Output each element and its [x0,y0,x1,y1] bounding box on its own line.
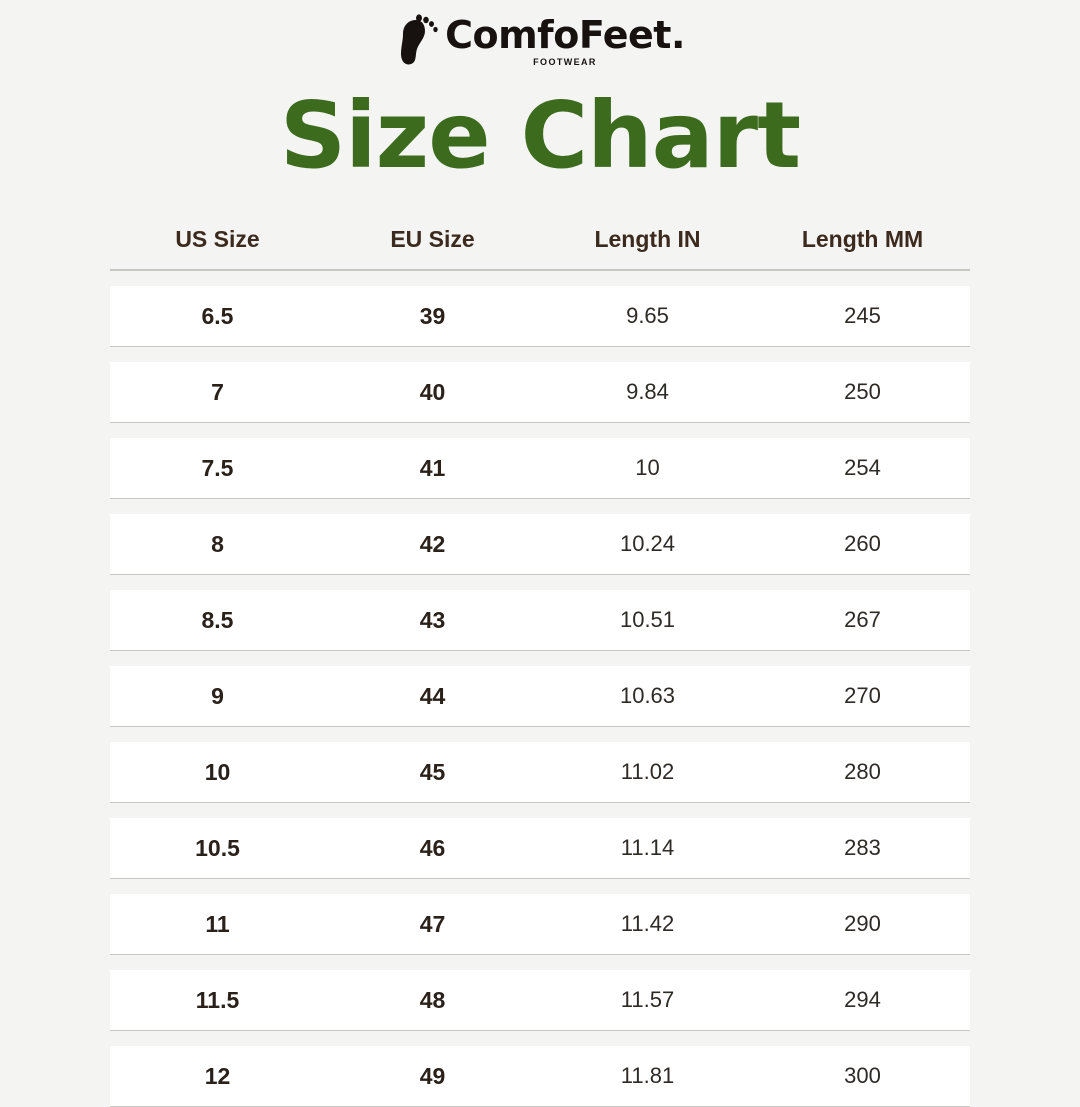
row-spacer [110,803,970,818]
table-header-row [110,226,970,269]
cell-eu-size: 45 [419,758,446,785]
cell-us-size: 8.5 [201,606,234,633]
table-row [110,742,970,803]
cell-us-size: 10 [204,758,231,785]
table-body [110,286,970,1107]
page-title: Size Chart [279,82,801,189]
column-header-eu-size: EU Size [390,226,475,252]
cell-eu-size: 42 [419,530,446,557]
size-table [110,226,970,1107]
cell-length-in: 11.02 [620,759,675,784]
table-row [110,438,970,499]
row-spacer [110,879,970,894]
table-row [110,362,970,423]
cell-length-mm: 245 [844,303,881,328]
cell-length-in: 10.24 [619,531,676,556]
cell-us-size: 6.5 [201,302,234,329]
cell-length-mm: 267 [844,607,881,632]
cell-length-in: 10.51 [619,607,676,632]
cell-length-in: 11.81 [620,1063,675,1088]
row-spacer [110,423,970,438]
cell-us-size: 11 [205,910,230,937]
row-spacer [110,727,970,742]
table-row [110,818,970,879]
cell-eu-size: 48 [419,986,446,1013]
cell-eu-size: 43 [419,606,446,633]
cell-eu-size: 49 [419,1062,446,1089]
row-spacer [110,347,970,362]
cell-eu-size: 44 [419,682,446,709]
brand-text [445,12,685,67]
cell-length-mm: 270 [844,683,881,708]
brand-name: ComfoFeet. [445,12,685,57]
cell-length-mm: 283 [844,835,881,860]
row-spacer [110,271,970,286]
cell-length-mm: 294 [844,987,881,1012]
cell-eu-size: 46 [419,834,446,861]
row-spacer [110,575,970,590]
table-row [110,1046,970,1107]
row-spacer [110,499,970,514]
cell-length-mm: 254 [844,455,881,480]
column-header-length-mm: Length MM [801,226,924,252]
row-spacer [110,651,970,666]
row-spacer [110,955,970,970]
cell-length-in: 9.65 [626,303,669,328]
column-header-us-size: US Size [175,226,260,252]
cell-us-size: 12 [204,1062,231,1089]
cell-length-in: 11.14 [620,835,675,860]
cell-length-mm: 300 [844,1063,881,1088]
cell-length-in: 9.84 [626,379,669,404]
row-spacer [110,1031,970,1046]
cell-us-size: 9 [211,682,224,709]
cell-length-mm: 280 [844,759,881,784]
cell-length-mm: 290 [844,911,881,936]
cell-length-in: 10.63 [619,683,676,708]
cell-length-mm: 260 [844,531,881,556]
cell-eu-size: 40 [419,378,446,405]
table-row [110,894,970,955]
cell-length-in: 10 [635,455,660,480]
cell-eu-size: 41 [419,454,446,481]
cell-us-size: 8 [211,530,224,557]
brand-tagline: FOOTWEAR [533,56,597,67]
cell-eu-size: 39 [419,302,446,329]
cell-length-in: 11.42 [620,911,675,936]
table-row [110,286,970,347]
cell-us-size: 7.5 [201,454,234,481]
table-row [110,666,970,727]
footprint-icon [395,14,439,68]
table-row [110,970,970,1031]
column-header-length-in: Length IN [594,226,701,252]
cell-length-mm: 250 [844,379,881,404]
brand-header [0,0,1080,67]
cell-us-size: 11.5 [195,986,240,1013]
cell-eu-size: 47 [419,910,446,937]
cell-length-in: 11.57 [620,987,675,1012]
cell-us-size: 10.5 [195,834,240,861]
table-row [110,590,970,651]
cell-us-size: 7 [211,378,224,405]
table-row [110,514,970,575]
